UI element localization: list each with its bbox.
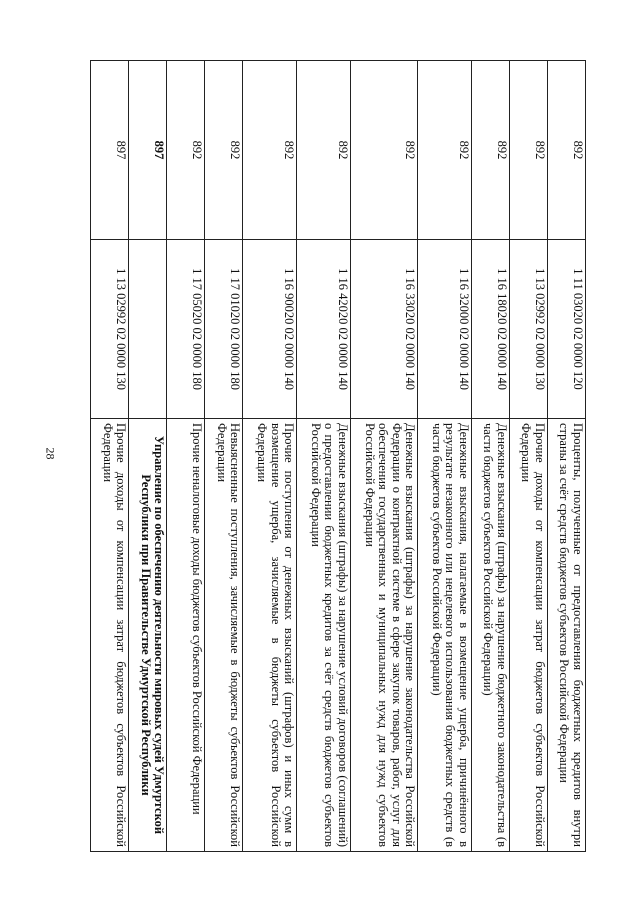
revenue-code-cell: 1 16 32000 02 0000 140 <box>418 240 472 419</box>
table-row <box>91 61 129 852</box>
table-row <box>509 61 547 852</box>
revenue-name-cell: Денежные взыскания (штрафы) за нарушение законодательства Российской Федерации о контрактной системе в сфере закупок товаров, работ, услуг для обеспечения государственных и муниципальных нужд для нужд субъектов Российской Федерации <box>350 419 417 852</box>
admin-code-cell: 892 <box>350 61 417 240</box>
table-row <box>205 61 243 852</box>
admin-code-cell: 892 <box>418 61 472 240</box>
table-body <box>91 61 586 852</box>
table-row <box>547 61 585 852</box>
revenue-name-cell: Денежные взыскания (штрафы) за нарушение бюджетного законодательства (в части бюджетов субъектов Российской Федерации) <box>471 419 509 852</box>
table-row <box>243 61 297 852</box>
revenue-code-cell <box>129 240 167 419</box>
revenue-name-cell: Проценты, полученные от предоставления бюджетных кредитов внутри страны за счёт средств бюджетов субъектов Российской Федерации <box>547 419 585 852</box>
revenue-name-cell: Прочие неналоговые доходы бюджетов субъектов Российской Федерации <box>167 419 205 852</box>
revenue-code-cell: 1 16 90020 02 0000 140 <box>243 240 297 419</box>
revenue-code-cell: 1 13 02992 02 0000 130 <box>509 240 547 419</box>
revenue-name-cell: Невыясненные поступления, зачисляемые в бюджеты субъектов Российской Федерации <box>205 419 243 852</box>
page-number: 28 <box>43 447 58 460</box>
revenue-name-cell: Прочие доходы от компенсации затрат бюджетов субъектов Российской Федерации <box>91 419 129 852</box>
revenue-name-cell: Прочие поступления от денежных взысканий (штрафов) и иных сумм в возмещение ущерба, зачисляемые в бюджеты субъектов Российской Федерации <box>243 419 297 852</box>
revenue-code-cell: 1 17 01020 02 0000 180 <box>205 240 243 419</box>
table-row <box>167 61 205 852</box>
revenue-name-cell: Прочие доходы от компенсации затрат бюджетов субъектов Российской Федерации <box>509 419 547 852</box>
revenue-code-cell: 1 13 02992 02 0000 130 <box>91 240 129 419</box>
admin-code-cell: 892 <box>547 61 585 240</box>
rotated-table-container <box>90 60 586 852</box>
revenue-code-cell: 1 16 33020 02 0000 140 <box>350 240 417 419</box>
document-page <box>90 60 586 852</box>
table-row <box>350 61 417 852</box>
revenue-name-cell: Денежные взыскания (штрафы) за нарушение условий договоров (соглашений) о предоставлении бюджетных кредитов за счёт средств бюджетов субъектов Российской Федерации <box>297 419 351 852</box>
admin-code-cell: 892 <box>167 61 205 240</box>
admin-code-cell: 897 <box>91 61 129 240</box>
table-row <box>471 61 509 852</box>
revenue-codes-table <box>90 60 586 852</box>
table-row <box>297 61 351 852</box>
revenue-code-cell: 1 16 18020 02 0000 140 <box>471 240 509 419</box>
admin-code-cell: 897 <box>129 61 167 240</box>
table-row <box>418 61 472 852</box>
admin-code-cell: 892 <box>471 61 509 240</box>
admin-code-cell: 892 <box>243 61 297 240</box>
revenue-name-cell: Денежные взыскания, налагаемые в возмещение ущерба, причинённого в результате незаконного или нецелевого использования бюджетных средств (в части бюджетов субъектов Российской Федерации) <box>418 419 472 852</box>
table-row <box>129 61 167 852</box>
admin-code-cell: 892 <box>509 61 547 240</box>
admin-code-cell: 892 <box>205 61 243 240</box>
revenue-code-cell: 1 17 05020 02 0000 180 <box>167 240 205 419</box>
revenue-code-cell: 1 16 42020 02 0000 140 <box>297 240 351 419</box>
admin-code-cell: 892 <box>297 61 351 240</box>
revenue-name-cell: Управление по обеспечению деятельности мировых судей Удмуртской Республики при Правительстве Удмуртской Республики <box>129 419 167 852</box>
revenue-code-cell: 1 11 03020 02 0000 120 <box>547 240 585 419</box>
